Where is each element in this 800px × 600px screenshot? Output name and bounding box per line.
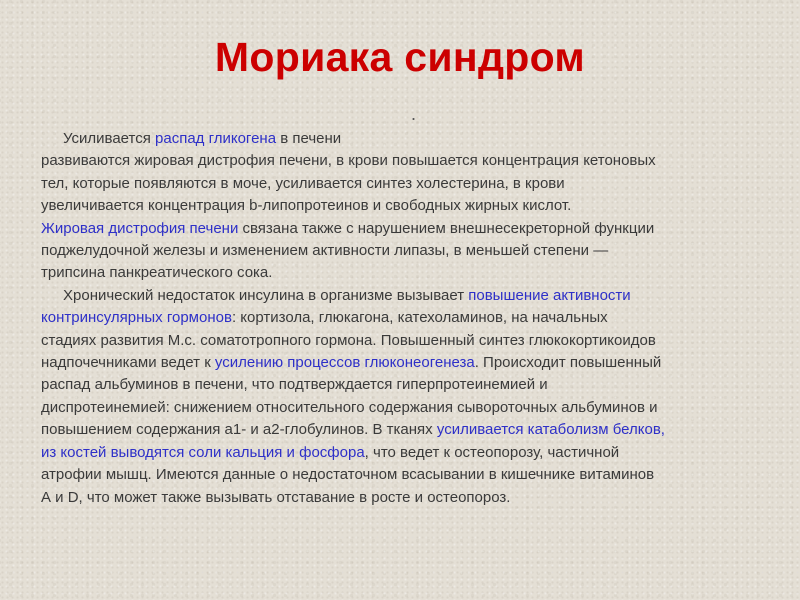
text-line: надпочечниками ведет к усилению процессов глюконеогенеза. Происходит повышенный (41, 354, 662, 372)
text-line: повышением содержания а1- и а2-глобулинов. В тканях усиливается катаболизм белков, (41, 421, 665, 439)
text-line: увеличивается концентрация b-липопротеинов и свободных жирных кислот. (41, 197, 572, 215)
highlight-increased-activity: повышение активности (468, 286, 631, 304)
text-line: из костей выводятся соли кальция и фосфора, что ведет к остеопорозу, частичной (41, 443, 620, 461)
highlight-glycogen-breakdown: распад гликогена (155, 130, 277, 147)
text-line: атрофии мышц. Имеются данные о недостаточном всасывании в кишечнике витаминов (41, 466, 655, 484)
slide-title: Мориака синдром (214, 34, 586, 80)
text-line: диспротеинемией: снижением относительного содержания сывороточных альбуминов и (41, 398, 658, 416)
text-line: стадиях развития М.с. соматотропного гормона. Повышенный синтез глюкокортикоидов (41, 331, 656, 349)
text-line: тел, которые появляются в моче, усиливается синтез холестерина, в крови (41, 174, 565, 192)
text-line: контринсулярных гормонов: кортизола, глюкагона, катехоламинов, на начальных (41, 309, 608, 327)
paragraph-glycogen (41, 128, 783, 285)
text-line: распад альбуминов в печени, что подтверждается гиперпротеинемией и (41, 376, 548, 394)
text-line: Усиливается распад гликогена в печени (63, 130, 342, 147)
text-line: трипсина панкреатического сока. (41, 264, 273, 282)
highlight-calcium-phosphorus: из костей выводятся соли кальция и фосфора (41, 443, 365, 461)
text-line: поджелудочной железы и изменением активности липазы, в меньшей степени — (41, 242, 609, 260)
highlight-gluconeogenesis: усилению процессов глюконеогенеза (214, 354, 475, 372)
paragraph-insulin-deficiency (41, 285, 783, 509)
highlight-protein-catabolism: усиливается катаболизм белков, (436, 421, 665, 439)
text-line: развиваются жировая дистрофия печени, в крови повышается концентрация кетоновых (41, 152, 656, 170)
text-line: Хронический недостаток инсулина в организме вызывает повышение активности (63, 286, 631, 304)
separator-dot: . (411, 104, 417, 124)
body-text (41, 128, 783, 509)
text-line: Жировая дистрофия печени связана также с нарушением внешнесекреторной функции (41, 219, 655, 237)
text-line: А и D, что может также вызывать отставание в росте и остеопороз. (41, 488, 511, 506)
highlight-fatty-liver: Жировая дистрофия печени (41, 219, 239, 237)
highlight-contrainsular-hormones: контринсулярных гормонов (41, 309, 232, 327)
